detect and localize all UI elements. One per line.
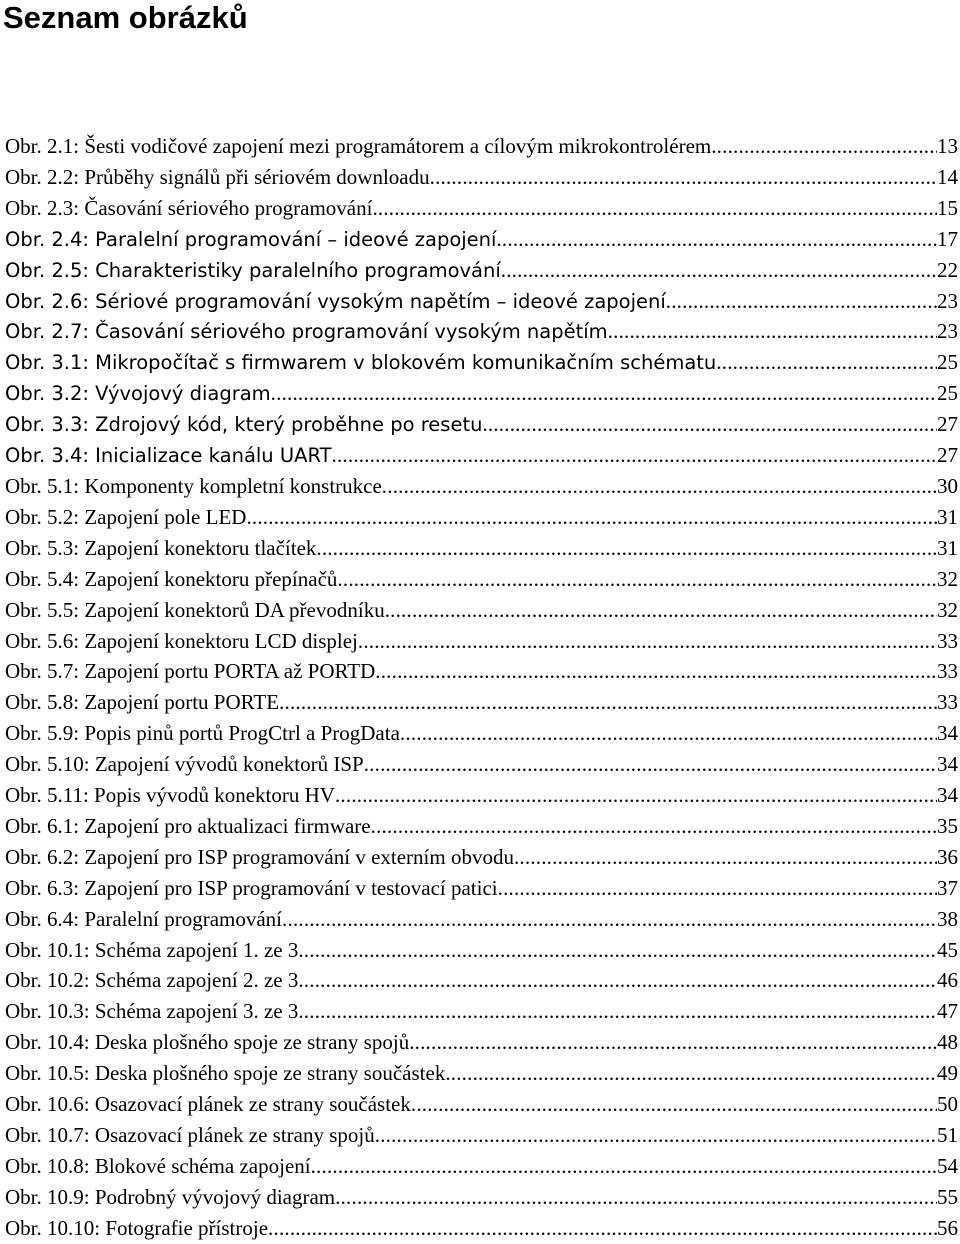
dot-leader [382,471,937,502]
dot-leader [311,1151,937,1182]
toc-entry[interactable] [5,873,958,904]
dot-leader [372,193,937,224]
page-number: 32 [937,597,958,622]
toc-entry[interactable] [5,224,958,255]
figure-caption: Obr. 3.1: Mikropočítač s firmwarem v blokovém komunikačním schématu [5,351,717,375]
toc-entry[interactable] [5,965,958,996]
toc-entry[interactable] [5,502,958,533]
figure-caption: Obr. 10.6: Osazovací plánek ze strany součástek [5,1092,411,1117]
page-number: 34 [937,783,958,808]
toc-entry[interactable] [5,347,958,378]
dot-leader [608,316,937,347]
page-number: 35 [937,813,958,838]
dot-leader [246,502,937,533]
figure-caption: Obr. 10.4: Deska plošného spoje ze strany spojů [5,1030,410,1055]
figure-caption: Obr. 10.8: Blokové schéma zapojení [5,1153,311,1178]
toc-entry[interactable] [5,286,958,317]
dot-leader [501,255,937,286]
figure-caption: Obr. 5.7: Zapojení portu PORTA až PORTD [5,659,376,684]
figure-caption: Obr. 2.3: Časování sériového programování [5,195,373,220]
page-number: 54 [937,1153,958,1178]
toc-entry[interactable] [5,162,958,193]
dot-leader [430,162,937,193]
dot-leader [716,347,937,378]
toc-entry[interactable] [5,749,958,780]
toc-entry[interactable] [5,1089,958,1120]
page-number: 23 [937,288,958,313]
page-number: 33 [937,659,958,684]
page-number: 27 [937,443,958,468]
toc-entry[interactable] [5,471,958,502]
figure-caption: Obr. 2.5: Charakteristiky paralelního programování [5,258,501,282]
toc-entry[interactable] [5,440,958,471]
figure-caption: Obr. 10.2: Schéma zapojení 2. ze 3 [5,968,299,993]
dot-leader [282,904,937,935]
page-number: 31 [937,504,958,529]
dot-leader [711,131,937,162]
toc-entry[interactable] [5,193,958,224]
dot-leader [666,286,937,317]
toc-entry[interactable] [5,687,958,718]
dot-leader [316,533,937,564]
page-number: 34 [937,721,958,746]
toc-entry[interactable] [5,316,958,347]
figure-caption: Obr. 6.1: Zapojení pro aktualizaci firmware [5,813,371,838]
figure-caption: Obr. 5.10: Zapojení vývodů konektorů ISP [5,752,364,777]
toc-entry[interactable] [5,1151,958,1182]
page-number: 31 [937,535,958,560]
page-number: 30 [937,473,958,498]
dot-leader [514,842,937,873]
dot-leader [482,409,937,440]
page-number: 14 [937,164,958,189]
toc-entry[interactable] [5,1213,958,1244]
page-number: 25 [937,381,958,406]
toc-entry[interactable] [5,533,958,564]
figure-caption: Obr. 2.1: Šesti vodičové zapojení mezi programátorem a cílovým mikrokontrolérem [5,134,712,158]
page-number: 56 [937,1215,958,1240]
page-number: 23 [937,319,958,344]
page-number: 27 [937,412,958,437]
figure-caption: Obr. 2.2: Průběhy signálů při sériovém downloadu [5,164,430,189]
figure-caption: Obr. 5.8: Zapojení portu PORTE [5,690,280,715]
toc-entry[interactable] [5,842,958,873]
page-number: 34 [937,752,958,777]
toc-entry[interactable] [5,718,958,749]
figure-caption: Obr. 6.2: Zapojení pro ISP programování v externím obvodu [5,844,514,869]
dot-leader [298,996,937,1027]
dot-leader [358,626,937,657]
dot-leader [498,873,937,904]
toc-entry[interactable] [5,1120,958,1151]
toc-entry[interactable] [5,595,958,626]
figure-caption: Obr. 10.10: Fotografie přístroje [5,1215,269,1240]
toc-entry[interactable] [5,904,958,935]
figure-caption: Obr. 5.6: Zapojení konektoru LCD displej [5,628,358,653]
page-number: 33 [937,628,958,653]
figure-caption: Obr. 5.5: Zapojení konektorů DA převodníku [5,597,385,622]
toc-entry[interactable] [5,780,958,811]
dot-leader [409,1027,937,1058]
dot-leader [496,224,937,255]
figure-caption: Obr. 10.3: Schéma zapojení 3. ze 3 [5,999,299,1024]
toc-entry[interactable] [5,564,958,595]
dot-leader [385,595,937,626]
dot-leader [332,440,937,471]
page-title: Seznam obrázků [3,0,248,35]
dot-leader [445,1058,937,1089]
page-number: 51 [937,1123,958,1147]
list-of-figures [5,131,958,1244]
dot-leader [375,656,937,687]
page-number: 13 [937,134,958,158]
toc-entry[interactable] [5,409,958,440]
dot-leader [271,378,937,409]
figure-caption: Obr. 2.4: Paralelní programování – ideové zapojení [5,227,497,251]
page-number: 48 [937,1030,958,1055]
page-number: 25 [937,350,958,375]
figure-caption: Obr. 10.7: Osazovací plánek ze strany spojů [5,1123,375,1147]
toc-entry[interactable] [5,1182,958,1213]
figure-caption: Obr. 5.3: Zapojení konektoru tlačítek [5,535,317,560]
figure-caption: Obr. 6.3: Zapojení pro ISP programování v testovací patici [5,875,498,900]
page-number: 50 [937,1092,958,1117]
page-number: 49 [937,1061,958,1086]
dot-leader [371,811,937,842]
dot-leader [298,935,937,966]
page-number: 38 [937,906,958,931]
page-number: 17 [937,226,958,251]
figure-caption: Obr. 10.5: Deska plošného spoje ze strany součástek [5,1061,446,1086]
page-number: 15 [937,195,958,220]
page-number: 45 [937,937,958,962]
toc-entry[interactable] [5,1058,958,1089]
page-number: 55 [937,1184,958,1209]
page-number: 22 [937,257,958,282]
dot-leader [337,564,937,595]
figure-caption: Obr. 6.4: Paralelní programování [5,906,283,931]
toc-entry[interactable] [5,935,958,966]
figure-caption: Obr. 10.9: Podrobný vývojový diagram [5,1184,336,1209]
page-number: 37 [937,875,958,900]
dot-leader [335,1182,937,1213]
dot-leader [411,1089,937,1120]
figure-caption: Obr. 2.6: Sériové programování vysokým napětím – ideové zapojení [5,289,666,313]
toc-entry[interactable] [5,626,958,657]
figure-caption: Obr. 2.7: Časování sériového programování vysokým napětím [5,320,608,344]
figure-caption: Obr. 5.2: Zapojení pole LED [5,504,247,529]
toc-entry[interactable] [5,255,958,286]
dot-leader [364,749,937,780]
dot-leader [375,1120,937,1151]
figure-caption: Obr. 3.3: Zdrojový kód, který proběhne po resetu [5,413,483,437]
toc-entry[interactable] [5,378,958,409]
dot-leader [279,687,937,718]
toc-entry[interactable] [5,996,958,1027]
figure-caption: Obr. 5.11: Popis vývodů konektoru HV [5,783,335,808]
page-number: 32 [937,566,958,591]
figure-caption: Obr. 5.4: Zapojení konektoru přepínačů [5,566,338,591]
page-number: 33 [937,690,958,715]
toc-entry[interactable] [5,811,958,842]
toc-entry[interactable] [5,131,958,162]
figure-caption: Obr. 10.1: Schéma zapojení 1. ze 3 [5,937,299,962]
dot-leader [268,1213,937,1244]
figure-caption: Obr. 3.2: Vývojový diagram [5,382,271,406]
dot-leader [298,965,937,996]
page-number: 46 [937,968,958,993]
figure-caption: Obr. 5.1: Komponenty kompletní konstrukce [5,473,382,498]
page-number: 47 [937,999,958,1024]
figure-caption: Obr. 5.9: Popis pinů portů ProgCtrl a ProgData [5,721,400,746]
page-number: 36 [937,844,958,869]
toc-entry[interactable] [5,656,958,687]
dot-leader [335,780,937,811]
toc-entry[interactable] [5,1027,958,1058]
figure-caption: Obr. 3.4: Inicializace kanálu UART [5,444,332,468]
dot-leader [400,718,937,749]
